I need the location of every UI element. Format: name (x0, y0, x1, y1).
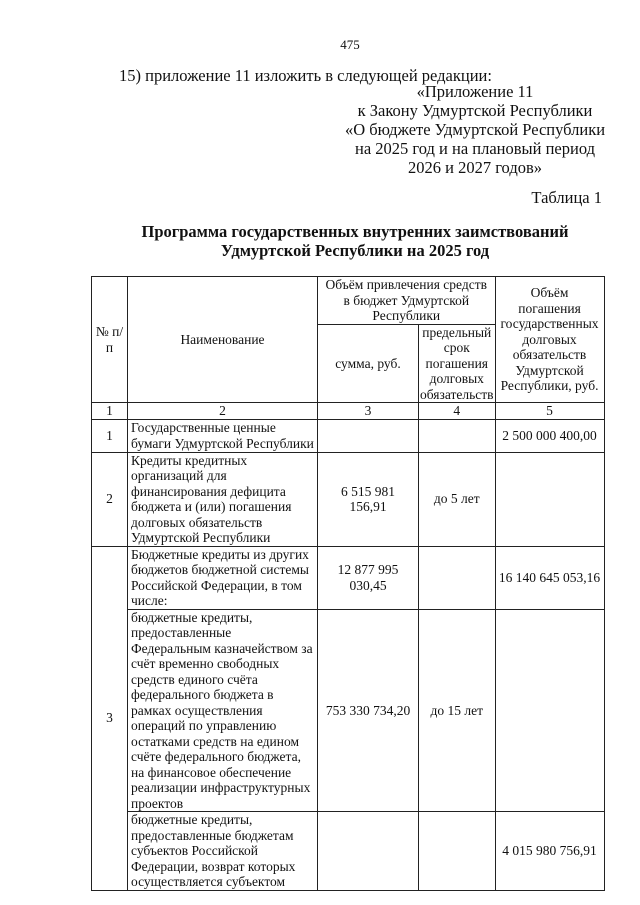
row-term (419, 419, 496, 452)
row-repayment: 16 140 645 053,16 (495, 546, 604, 609)
appendix-line: «Приложение 11 (416, 82, 534, 101)
row-num: 3 (92, 546, 128, 890)
header-amount: сумма, руб. (318, 324, 419, 403)
row-repayment: 2 500 000 400,00 (495, 419, 604, 452)
page-number: 475 (340, 37, 360, 52)
table-subrow (92, 609, 605, 812)
table-row (92, 419, 605, 452)
column-number-row (92, 403, 605, 420)
title-line: Удмуртской Республики на 2025 год (220, 241, 490, 260)
header-term: предельный срок погашения долговых обязательств (420, 324, 494, 402)
column-number: 1 (92, 403, 128, 420)
appendix-line: на 2025 год и на плановый период (355, 139, 595, 158)
row-num: 1 (92, 419, 128, 452)
table-subrow (92, 812, 605, 891)
row-term (419, 812, 496, 891)
row-repayment (495, 452, 604, 546)
header-attraction-group: Объём привлечения средств в бюджет Удмуртской Республики (318, 277, 496, 325)
row-name: бюджетные кредиты, предоставленные бюджетам субъектов Российской Федерации, возврат которых осуществляется субъектом (128, 812, 318, 891)
row-num: 2 (92, 452, 128, 546)
row-name: Государственные ценные бумаги Удмуртской Республики (128, 419, 318, 452)
title-line: Программа государственных внутренних заимствований (141, 222, 569, 241)
column-number: 2 (128, 403, 318, 420)
table-label: Таблица 1 (531, 188, 602, 207)
amendment-intro: 15) приложение 11 изложить в следующей редакции: (119, 66, 492, 85)
row-name: бюджетные кредиты, предоставленные Федеральным казначейством за счёт временно свободных средств единого счёта федерального бюджета в рамках осуществления операций по управлению остатками средств на едином счёте федерального бюджета, на финансовое обеспечение реализации инфраструктурных проектов (128, 609, 318, 812)
row-term: до 5 лет (419, 452, 496, 546)
appendix-line: к Закону Удмуртской Республики (357, 101, 593, 120)
row-repayment: 4 015 980 756,91 (495, 812, 604, 891)
row-amount: 12 877 995 030,45 (318, 546, 419, 609)
row-term: до 15 лет (419, 609, 496, 812)
table-row (92, 546, 605, 609)
column-number: 5 (495, 403, 604, 420)
column-number: 4 (419, 403, 496, 420)
document-title (100, 222, 610, 260)
appendix-line: 2026 и 2027 годов» (407, 158, 543, 177)
row-repayment (495, 609, 604, 812)
row-amount: 6 515 981 156,91 (318, 452, 419, 546)
appendix-reference (330, 82, 620, 177)
borrowing-program-table (91, 276, 605, 891)
row-name: Кредиты кредитных организаций для финансирования дефицита бюджета и (или) погашения долговых обязательств Удмуртской Республики (128, 452, 318, 546)
table-row (92, 452, 605, 546)
appendix-line: «О бюджете Удмуртской Республики (344, 120, 606, 139)
header-name: Наименование (128, 277, 318, 403)
row-amount (318, 812, 419, 891)
header-row (92, 277, 605, 325)
row-name: Бюджетные кредиты из других бюджетов бюджетной системы Российской Федерации, в том числе: (128, 546, 318, 609)
row-amount (318, 419, 419, 452)
row-term (419, 546, 496, 609)
header-repayment: Объём погашения государственных долговых обязательств Удмуртской Республики, руб. (495, 277, 604, 403)
header-num: № п/п (92, 277, 128, 403)
column-number: 3 (318, 403, 419, 420)
row-amount: 753 330 734,20 (318, 609, 419, 812)
